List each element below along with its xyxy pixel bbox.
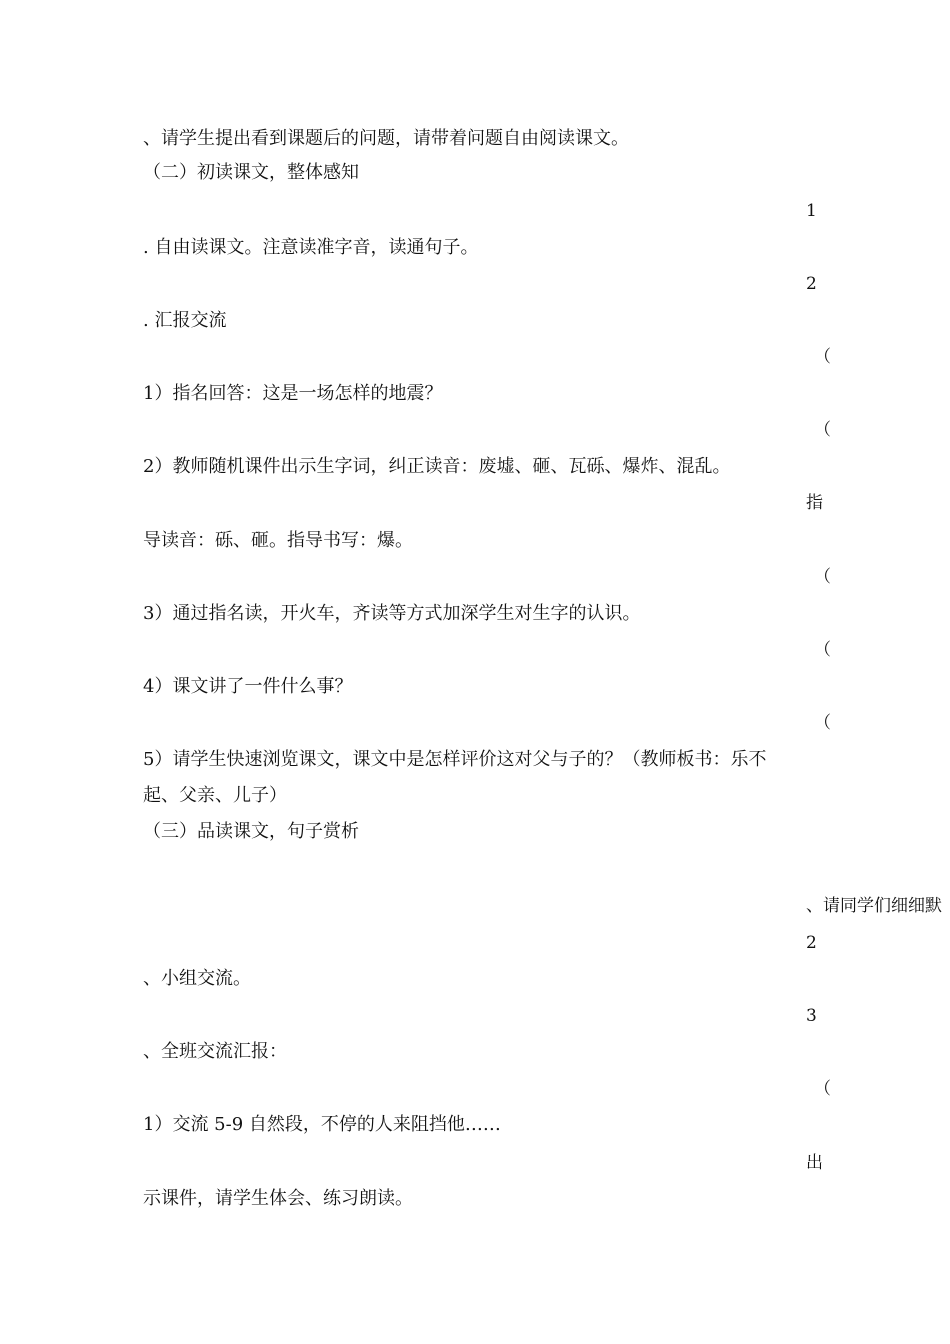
text-line: 2）教师随机课件出示生字词，纠正读音：废墟、砸、瓦砾、爆炸、混乱。 xyxy=(143,456,731,477)
margin-number: 1 xyxy=(806,201,817,221)
text-line: 1）指名回答：这是一场怎样的地震？ xyxy=(143,383,443,404)
text-line: 导读音：砾、砸。指导书写：爆。 xyxy=(143,530,413,551)
text-line: 1）交流 5-9 自然段，不停的人来阻挡他…… xyxy=(143,1114,501,1135)
section-heading: （三）品读课文，句子赏析 xyxy=(143,821,359,842)
margin-char: 出 xyxy=(806,1153,823,1173)
margin-paren: （ xyxy=(814,1079,831,1099)
margin-paren: （ xyxy=(814,640,831,660)
margin-number: 3 xyxy=(806,1006,817,1026)
margin-number: 2 xyxy=(806,933,817,953)
text-line: 4）课文讲了一件什么事？ xyxy=(143,676,353,697)
text-line: 、全班交流汇报： xyxy=(143,1041,287,1062)
margin-paren: （ xyxy=(814,347,831,367)
margin-paren: （ xyxy=(814,567,831,587)
text-line: 5）请学生快速浏览课文，课文中是怎样评价这对父与子的？（教师板书：乐不 xyxy=(143,749,767,770)
text-line: . 汇报交流 xyxy=(143,310,227,331)
text-line: . 自由读课文。注意读准字音，读通句子。 xyxy=(143,237,479,258)
text-line: 、小组交流。 xyxy=(143,968,251,989)
margin-paren: （ xyxy=(814,420,831,440)
text-line: 、请学生提出看到课题后的问题，请带着问题自由阅读课文。 xyxy=(143,128,629,149)
section-heading: （二）初读课文，整体感知 xyxy=(143,162,359,183)
margin-char: 指 xyxy=(806,493,823,513)
text-line: 示课件，请学生体会、练习朗读。 xyxy=(143,1188,413,1209)
margin-paren: （ xyxy=(814,713,831,733)
text-line: 起、父亲、儿子） xyxy=(143,785,287,806)
margin-text-fragment: 、请同学们细细默 xyxy=(806,896,942,916)
margin-number: 2 xyxy=(806,274,817,294)
text-line: 3）通过指名读，开火车，齐读等方式加深学生对生字的认识。 xyxy=(143,603,641,624)
